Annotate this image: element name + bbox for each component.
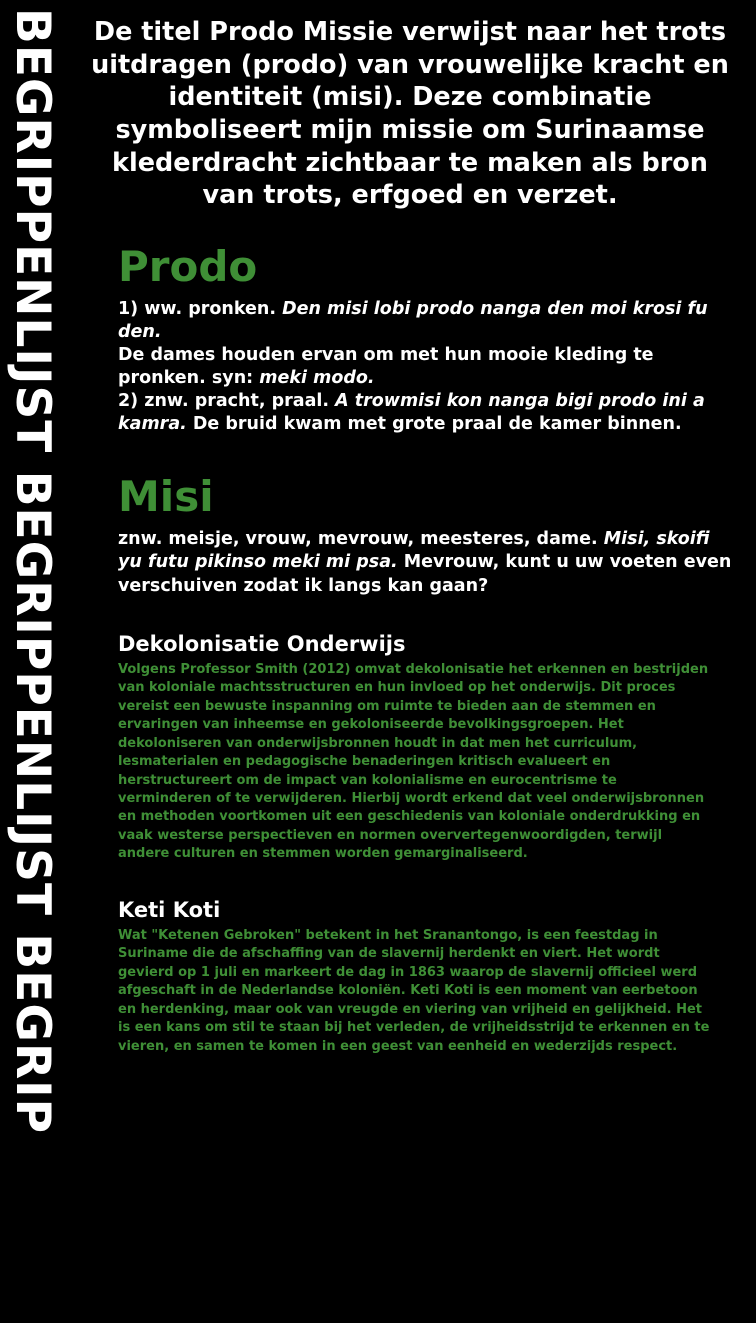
entry-text: znw. meisje, vrouw, mevrouw, meesteres, dame. — [118, 529, 604, 550]
glossary-entry-prodo — [84, 241, 736, 437]
entry-text-italic: A trowmisi kon nanga bigi prodo ini a kamra. — [118, 391, 705, 435]
entry-text: De bruid kwam met grote praal de kamer binnen. — [186, 414, 682, 435]
entry-line — [118, 345, 654, 388]
entry-text: Mevrouw, kunt u uw voeten even verschuiven zodat ik langs kan gaan? — [118, 552, 732, 596]
entry-text-italic: Den misi lobi prodo nanga den moi krosi fu den. — [118, 298, 708, 342]
entry-text: 1) ww. pronken. — [118, 298, 283, 319]
entry-text-italic: Misi, skoifi yu futu pikinso meki mi psa. — [118, 529, 710, 573]
glossary-entry-misi — [84, 472, 736, 597]
vertical-banner-text: BEGRIPPENLIJST BEGRIPPENLIJST BEGRIP — [5, 8, 60, 1135]
entry-title-prodo: Prodo — [118, 241, 258, 291]
main-content — [72, 0, 756, 1323]
entry-body-prodo — [118, 298, 736, 437]
page-title: De titel Prodo Missie verwijst naar het trots uitdragen (prodo) van vrouwelijke kracht en identiteit (misi). Deze combinatie symboliseert mijn missie om Surinaamse klederdracht zichtbaar te maken als bron van trots, erfgoed en verzet. — [91, 17, 729, 211]
section-title-keti-koti: Keti Koti — [118, 897, 221, 922]
entry-text-italic: meki modo. — [259, 368, 375, 389]
section-dekolonisatie-onderwijs — [84, 632, 736, 864]
section-keti-koti — [84, 898, 736, 1056]
section-title-dekolonisatie-onderwijs: Dekolonisatie Onderwijs — [118, 631, 406, 656]
entry-body-misi — [118, 528, 736, 597]
entry-text: 2) znw. pracht, praal. — [118, 391, 336, 412]
entry-title-misi: Misi — [118, 472, 214, 522]
entry-line — [118, 299, 708, 342]
section-body-keti-koti: Wat "Ketenen Gebroken" betekent in het Sranantongo, is een feestdag in Suriname die de afschaffing van de slavernij herdenkt en viert. Het wordt gevierd op 1 juli en markeert de dag in 1863 waarop de slavernij officieel werd afgeschaft in de Nederlandse koloniën. Keti Koti is een moment van eerbetoon en herdenking, maar ook van vreugde en viering van vrijheid en gelijkheid. Het is een kans om stil te staan bij het verleden, de vrijheidsstrijd te erkennen en te vieren, en samen te komen in een geest van eenheid en wederzijds respect. — [118, 927, 710, 1054]
entry-line — [118, 391, 705, 434]
vertical-banner — [0, 0, 72, 1323]
entry-text: De dames houden ervan om met hun mooie kleding te pronken. syn: — [118, 344, 654, 389]
section-body-dekolonisatie-onderwijs: Volgens Professor Smith (2012) omvat dekolonisatie het erkennen en bestrijden van koloniale machtsstructuren en hun invloed op het onderwijs. Dit proces vereist een bewuste inspanning om ruimte te bieden aan de stemmen en ervaringen van inheemse en gekoloniseerde bevolkingsgroepen. Het dekoloniseren van onderwijsbronnen houdt in dat men het curriculum, lesmaterialen en pedagogische benaderingen kritisch evalueert en herstructureert om de impact van kolonialisme en eurocentrisme te verminderen of te verwijderen. Hierbij wordt erkend dat veel onderwijsbronnen en methoden voortkomen uit een geschiedenis van koloniale onderdrukking en vaak westerse perspectieven en normen oververtegenwoordigden, terwijl andere culturen en stemmen worden gemarginaliseerd. — [118, 661, 709, 862]
